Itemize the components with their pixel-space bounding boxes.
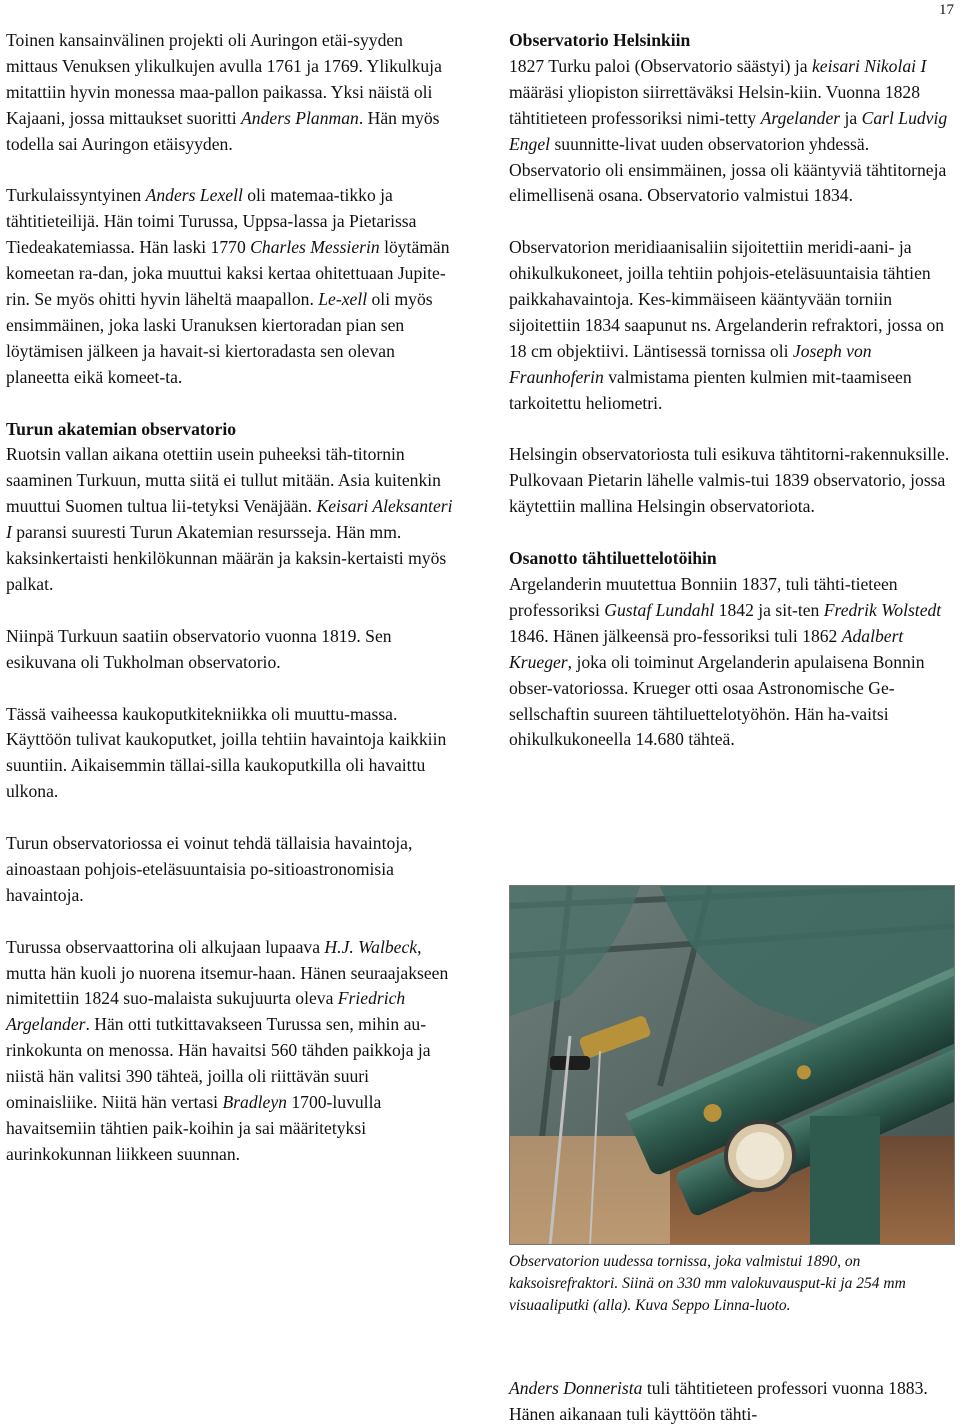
paragraph: Niinpä Turkuun saatiin observatorio vuonna 1819. Sen esikuvana oli Tukholman observatorio. [6,625,392,672]
section-heading: Observatorio Helsinkiin [509,30,691,50]
paragraph: Argelanderin muutettua Bonniin 1837, tuli tähti-tieteen professoriksi Gustaf Lundahl 1842 ja sit-ten Fredrik Wolstedt 1846. Hänen jälkeensä pro-fessoriksi tuli 1862 Adalbert Krueger, joka oli toiminut Argelanderin apulaisena Bonnin obser-vatoriossa. Krueger otti osaa Astronomische Ge-sellschaftin suureen tähtiluettelotyöhön. Hän ha-vaitsi ohikulkukoneella 14.680 tähteä. [509,573,942,750]
paragraph: Toinen kansainvälinen projekti oli Auringon etäi-syyden mittaus Venuksen ylikulkujen avulla 1761 ja 1769. Ylikulkuja mitattiin hyvin monessa maa-pallon paikassa. Yksi näistä oli Kajaani, jossa mittaukset suoritti Anders Planman. Hän myös todella sai Auringon etäisyyden. [6,30,442,154]
photo-caption: Observatorion uudessa tornissa, joka valmistui 1890, on kaksoisrefraktori. Siinä on 330 mm valokuvausput-ki ja 254 mm visuaaliputki (alla). Kuva Seppo Linna-luoto. [509,1253,906,1314]
paragraph: Tässä vaiheessa kaukoputkitekniikka oli muuttu-massa. Käyttöön tulivat kaukoputket, joilla tehtiin havaintoja kaikkiin suuntiin. Aikaisemmin tällai-silla kaukoputkilla oli havaittu ulkona. [6,703,447,802]
paragraph: 1827 Turku paloi (Observatorio säästyi) ja keisari Nikolai I määräsi yliopiston siirrettäväksi Helsin-kiin. Vuonna 1828 tähtitieteen professoriksi nimi-tetty Argelander ja Carl Ludvig Engel suunnitte-livat uuden observatorion yhdessä. Observatorio oli ensimmäinen, jossa oli kääntyviä tähtitorneja elimellisenä osana. Observatorio valmistui 1834. [509,55,948,206]
paragraph: Anders Donnerista tuli tähtitieteen professori vuonna 1883. Hänen aikanaan tuli käyttöön tähti- [509,1378,928,1424]
paragraph: Helsingin observatoriosta tuli esikuva tähtitorni-rakennuksille. Pulkovaan Pietarin lähelle valmis-tui 1839 observatorio, jossa käytettiin mallina Helsingin observatoriota. [509,444,950,517]
section-heading: Turun akatemian observatorio [6,418,237,439]
telescope-photo [509,885,955,1245]
left-column [6,28,456,1168]
paragraph: Observatorion meridiaanisaliin sijoitettiin meridi-aani- ja ohikulkukoneet, joilla tehtiin pohjois-eteläsuuntaisia tähtien paikkahavaintoja. Kes-kimmäiseen kääntyvään torniin sijoitettiin 1834 saapunut ns. Argelanderin refraktori, jossa on 18 cm objektiivi. Läntisessä tornissa oli Joseph von Fraunhoferin valmistama pienten kulmien mit-taamiseen tarkoitettu heliometri. [509,237,945,413]
paragraph: Turkulaissyntyinen Anders Lexell oli matemaa-tikko ja tähtitieteilijä. Hän toimi Turussa, Uppsa-lassa ja Pietarissa Tiedeakatemiassa. Hän laski 1770 Charles Messierin löytämän komeetan ra-dan, joka muuttui kaksi kertaa ohitettuaan Jupite-rin. Se myös ohitti hyvin läheltä maapallon. Le-xell oli myös ensimmäinen, joka laski Uranuksen kiertoradan pian sen löytämisen jälkeen ja havait-si kiertoradasta sen olevan planeetta eikä komeet-ta. [6,185,450,387]
paragraph: Ruotsin vallan aikana otettiin usein puheeksi täh-titornin saaminen Turkuun, mutta siitä ei tullut mitään. Asia kuitenkin muuttui Suomen tultua lii-tetyksi Venäjään. Keisari Aleksanteri I paransi suuresti Turun Akatemian resursseja. Hän mm. kaksinkertaisti henkilökunnan määrän ja kaksin-kertaisti myös palkat. [6,444,453,594]
paragraph: Turussa observaattorina oli alkujaan lupaava H.J. Walbeck, mutta hän kuoli jo nuorena itsemur-haan. Hänen seuraajakseen nimitettiin 1824 suo-malaista sukujuurta oleva Friedrich Argelander. Hän otti tutkittavakseen Turussa sen, mihin au-rinkokunta on menossa. Hän havaitsi 560 tähden paikkoja ja niistä hän valitsi 390 tähteä, joilla oli riittävän suuri ominaisliike. Niitä hän vertasi Bradleyn 1700-luvulla havaitsemiin tähtien paik-koihin ja sai määritetyksi aurinkokunnan liikkeen suunnan. [6,936,449,1164]
paragraph: Turun observatoriossa ei voinut tehdä tällaisia havaintoja, ainoastaan pohjois-eteläsuuntaisia po-sitioastronomisia havaintoja. [6,833,413,905]
section-heading: Osanotto tähtiluettelotöihin [509,548,717,569]
right-column [509,28,955,753]
page-number: 17 [939,2,954,18]
telescope-illustration [510,886,955,1245]
